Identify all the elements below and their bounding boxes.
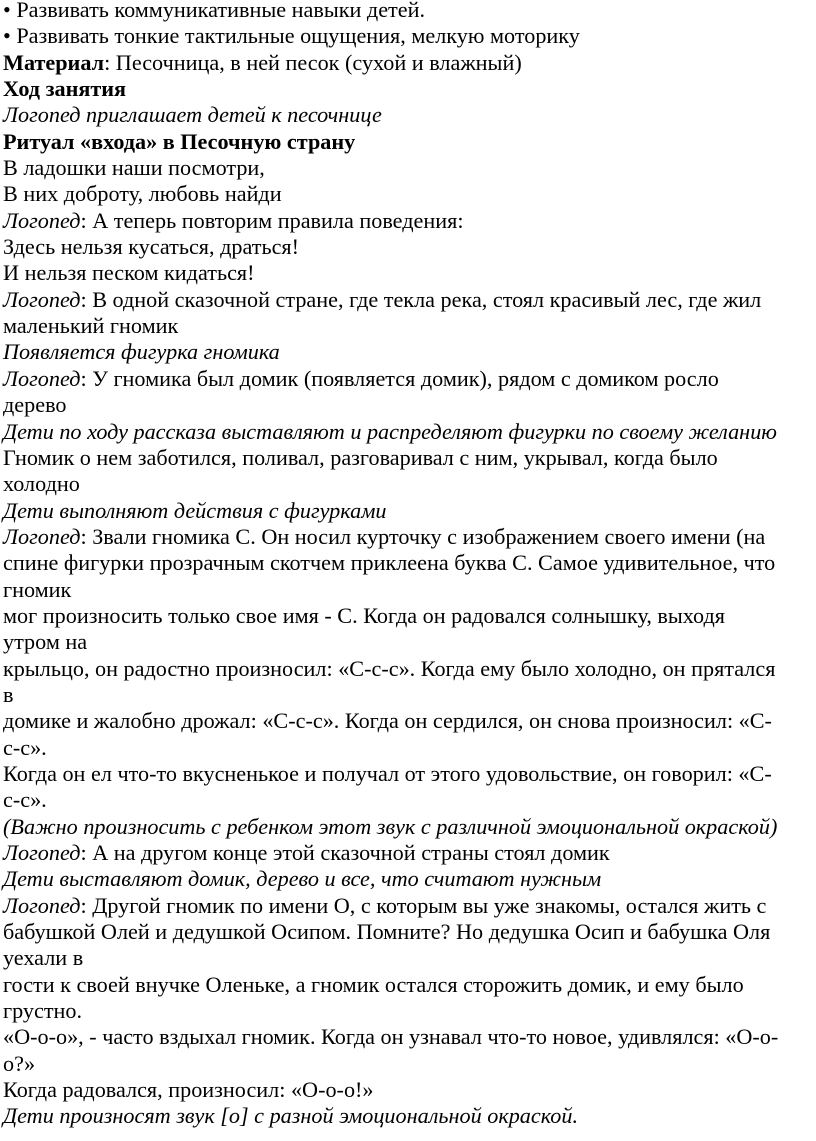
line-text: : Песочница, в ней песок (сухой и влажный) <box>104 49 522 75</box>
text-line: Когда радовался, произносил: «О-о-о!» <box>3 1077 374 1103</box>
text-line: И нельзя песком кидаться! <box>3 260 255 286</box>
stage-direction: Дети выполняют действия с фигурками <box>3 497 387 523</box>
speaker-line <box>3 840 812 866</box>
text-line: крыльцо, он радостно произносил: «С-с-с». Когда ему было холодно, он прятался <box>3 655 776 681</box>
text-line: «О-о-о», - часто вздыхал гномик. Когда он узнавал что-то новое, удивлялся: «О-о- <box>3 1024 779 1050</box>
text-line: Когда он ел что-то вкусненькое и получал от этого удовольствие, он говорил: «С- <box>3 760 772 786</box>
text-line: гости к своей внучке Оленьке, а гномик остался сторожить домик, и ему было <box>3 971 744 997</box>
line-text: : А на другом конце этой сказочной страны стоял домик <box>80 840 610 865</box>
line-text: : Звали гномика С. Он носил курточку с изображением своего имени (на <box>80 523 766 549</box>
speaker-name: Логопед <box>3 365 81 391</box>
speaker-line <box>3 287 812 313</box>
stage-direction: Дети произносят звук [о] с разной эмоциональной окраской. <box>3 1103 579 1129</box>
text-line: уехали в <box>3 945 84 971</box>
text-line: холодно <box>3 471 80 497</box>
text-line: гномик <box>3 576 72 602</box>
material-line <box>3 50 812 76</box>
line-text: : Другой гномик по имени О, с которым вы уже знакомы, остался жить с <box>80 892 767 918</box>
text-line: В них доброту, любовь найди <box>3 181 282 207</box>
line-text: : В одной сказочной стране, где текла река, стоял красивый лес, где жил <box>80 286 762 312</box>
text-line: • Развивать тонкие тактильные ощущения, мелкую моторику <box>3 23 580 49</box>
text-line: грустно. <box>3 998 83 1024</box>
stage-direction: Дети выставляют домик, дерево и все, что считают нужным <box>3 866 602 892</box>
text-line: мог произносить только свое имя - С. Когда он радовался солнышку, выходя <box>3 602 725 628</box>
text-line: в <box>3 681 14 707</box>
line-text: : А теперь повторим правила поведения: <box>80 207 464 233</box>
speaker-name: Логопед <box>3 207 81 233</box>
text-line: домике и жалобно дрожал: «С-с-с». Когда он сердился, он снова произносил: «С- <box>3 708 772 734</box>
stage-direction: Появляется фигурка гномика <box>3 339 280 365</box>
text-line: бабушкой Олей и дедушкой Осипом. Помните? Но дедушка Осип и бабушка Оля <box>3 919 771 945</box>
text-line: с-с». <box>3 787 47 813</box>
material-label: Материал <box>3 49 105 75</box>
text-line: • Развивать коммуникативные навыки детей. <box>3 0 426 22</box>
text-line: Здесь нельзя кусаться, драться! <box>3 234 300 260</box>
stage-direction: Дети по ходу рассказа выставляют и распределяют фигурки по своему желанию <box>3 418 777 444</box>
text-line: Гномик о нем заботился, поливал, разговаривал с ним, укрывал, когда было <box>3 444 718 470</box>
speaker-name: Логопед <box>3 892 81 918</box>
stage-direction: Логопед приглашает детей к песочнице <box>3 102 382 128</box>
text-line: о?» <box>3 1050 36 1076</box>
speaker-line <box>3 524 812 550</box>
section-heading: Ход занятия <box>3 76 127 102</box>
line-text: : У гномика был домик (появляется домик), рядом с домиком росло <box>80 365 719 391</box>
speaker-name: Логопед <box>3 523 81 549</box>
stage-direction: (Важно произносить с ребенком этот звук с различной эмоциональной окраской) <box>3 813 778 839</box>
speaker-line <box>3 366 812 392</box>
text-line: утром на <box>3 629 88 655</box>
text-line: с-с». <box>3 734 47 760</box>
speaker-name: Логопед <box>3 840 81 865</box>
speaker-name: Логопед <box>3 286 81 312</box>
text-line: В ладошки наши посмотри, <box>3 155 265 181</box>
speaker-line <box>3 208 812 234</box>
speaker-line <box>3 893 812 919</box>
text-line: маленький гномик <box>3 313 179 339</box>
section-heading: Ритуал «входа» в Песочную страну <box>3 128 356 154</box>
text-line: спине фигурки прозрачным скотчем приклеена буква С. Самое удивительное, что <box>3 550 776 576</box>
text-line: дерево <box>3 392 67 418</box>
